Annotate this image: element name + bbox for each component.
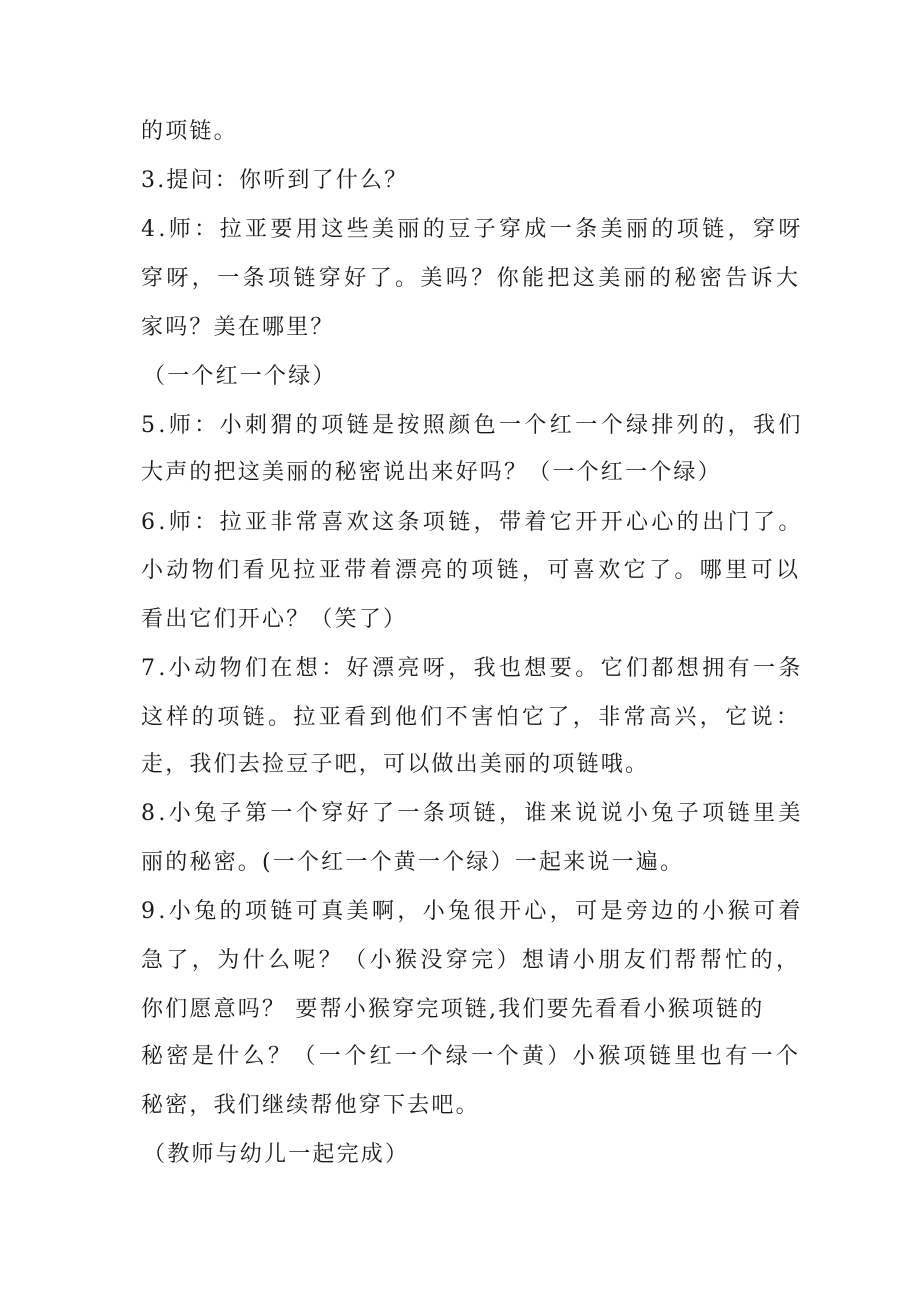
- text-line: 丽的秘密。(一个红一个黄一个绿）一起来说一遍。: [141, 850, 685, 875]
- text-line: （教师与幼儿一起完成）: [143, 1142, 410, 1167]
- text-line: 7.小动物们在想：好漂亮呀，我也想要。它们都想拥有一条: [141, 656, 804, 681]
- text-line: 穿呀，一条项链穿好了。美吗？你能把这美丽的秘密告诉大: [141, 266, 802, 291]
- text-line: 秘密，我们继续帮他穿下去吧。: [141, 1093, 480, 1118]
- text-line: 秘密是什么？（一个红一个绿一个黄）小猴项链里也有一个: [141, 1044, 802, 1069]
- text-line: 9.小兔的项链可真美啊，小兔很开心，可是旁边的小猴可着: [141, 899, 804, 924]
- text-line: 6.师：拉亚非常喜欢这条项链，带着它开开心心的出门了。: [141, 510, 804, 535]
- text-line: 走，我们去捡豆子吧，可以做出美丽的项链哦。: [141, 752, 650, 777]
- text-line: 8.小兔子第一个穿好了一条项链，谁来说说小兔子项链里美: [141, 801, 804, 826]
- text-line: 小动物们看见拉亚带着漂亮的项链，可喜欢它了。哪里可以: [141, 558, 802, 583]
- text-line: 这样的项链。拉亚看到他们不害怕它了，非常高兴，它说：: [141, 705, 802, 730]
- text-line: 3.提问：你听到了什么？: [141, 168, 409, 193]
- text-line: 你们愿意吗？ 要帮小猴穿完项链,我们要先看看小猴项链的: [141, 997, 765, 1022]
- text-line: 4.师：拉亚要用这些美丽的豆子穿成一条美丽的项链，穿呀: [141, 217, 804, 242]
- text-line: 的项链。: [141, 119, 238, 144]
- text-line: 5.师：小刺猬的项链是按照颜色一个红一个绿排列的，我们: [141, 413, 804, 438]
- text-line: 大声的把这美丽的秘密说出来好吗？（一个红一个绿）: [141, 460, 722, 485]
- text-line: 看出它们开心？（笑了）: [141, 607, 408, 632]
- text-line: 急了，为什么呢？（小猴没穿完）想请小朋友们帮帮忙的，: [141, 948, 802, 973]
- text-line: 家吗？美在哪里？: [141, 315, 335, 340]
- text-line: （一个红一个绿）: [143, 364, 337, 389]
